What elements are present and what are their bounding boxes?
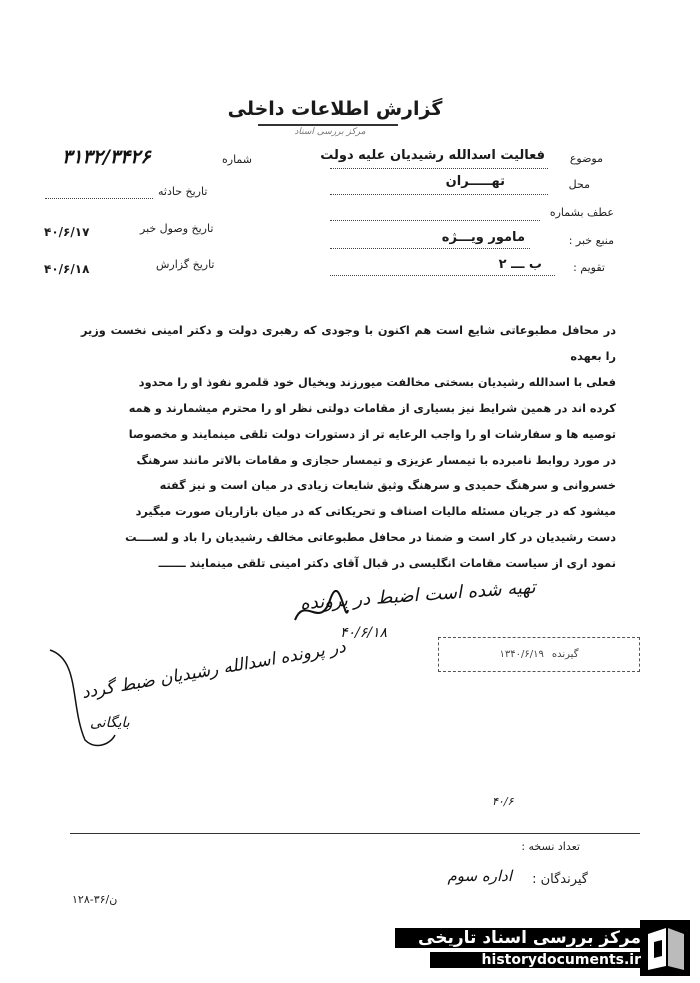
rating-dots bbox=[330, 275, 555, 276]
stamp-label: گیرنده bbox=[551, 649, 579, 660]
footer-divider bbox=[70, 833, 640, 834]
handwritten-bracket bbox=[40, 645, 120, 755]
handwritten-date: ۴۰/۶/۱۸ bbox=[340, 625, 388, 641]
body-line: فعلی با اسدالله رشیدیان بسختی مخالفت میورزند ویخیال خود قلمرو نفوذ او را محدود bbox=[138, 375, 616, 389]
copies-label: تعداد نسخه : bbox=[521, 840, 580, 853]
place-value: تهـــــران bbox=[445, 174, 505, 189]
small-mark: ۴۰/۶ bbox=[492, 795, 514, 808]
body-line: در محافل مطبوعاتی شایع است هم اکنون با وجودی که رهبری دولت و دکتر امینی نخست وزیر را بعهده bbox=[81, 324, 616, 363]
watermark-title: مرکز بررسی اسناد تاریخی bbox=[395, 928, 647, 948]
report-date-value: ۴۰/۶/۱۸ bbox=[44, 262, 90, 276]
source-value: مامور ویـــژه bbox=[441, 230, 525, 245]
form-code: ۱۲۸-۳۶/ن bbox=[72, 893, 118, 906]
receipt-date-label: تاریخ وصول خبر bbox=[140, 222, 214, 235]
recipients-label: گیرندگان : bbox=[532, 872, 588, 887]
subject-label: موضوع bbox=[569, 152, 603, 165]
subject-dots bbox=[330, 168, 548, 169]
archive-logo-icon bbox=[640, 920, 690, 976]
place-dots bbox=[330, 194, 548, 195]
report-body bbox=[81, 318, 616, 577]
ref-label: عطف بشماره bbox=[549, 206, 614, 219]
recipients-value: اداره سوم bbox=[447, 867, 512, 885]
receipt-stamp bbox=[438, 637, 640, 672]
subject-value: فعالیت اسدالله رشیدیان علیه دولت bbox=[320, 148, 545, 163]
body-line: توصیه ها و سفارشات او را واجب الرعایه تر از دستورات دولت تلقی مینمایند و مخصوصا bbox=[128, 427, 616, 441]
body-line: خسروانی و سرهنگ حمیدی و سرهنگ وثیق شایعات زیادی در میان است و نیز گفته bbox=[159, 479, 616, 493]
watermark-url: historydocuments.ir bbox=[430, 952, 647, 968]
handwritten-note: تهیه شده است اضبط در پرونده bbox=[299, 576, 537, 615]
stamp-value: ۱۳۴۰/۶/۱۹ bbox=[499, 649, 544, 660]
body-line: نمود اری از سیاست مقامات انگلیسی در قبال آقای دکتر امینی تلقی مینمایند ـــــــ bbox=[158, 557, 616, 571]
rating-value: ب ـــ ۲ bbox=[498, 257, 542, 272]
report-date-label: تاریخ گزارش bbox=[156, 258, 215, 271]
body-line: دست رشیدیان در کار است و ضمنا در محافل مطبوعاتی مخالف رشیدیان را باد و لســــت bbox=[125, 531, 616, 545]
number-value: ۳۱۳۲/۳۴۲۶ bbox=[62, 146, 151, 168]
handwritten-margin-note: در پرونده اسدالله رشیدیان ضبط گردد bbox=[80, 636, 348, 704]
event-date-label: تاریخ حادثه bbox=[158, 185, 208, 198]
ref-dots bbox=[330, 220, 540, 221]
place-label: محل bbox=[568, 178, 590, 191]
body-line: میشود که در جریان مسئله مالیات اصناف و تحریکاتی که در میان بازاریان صورت میگیرد bbox=[135, 505, 616, 519]
report-title: گزارش اطلاعات داخلی bbox=[227, 98, 443, 120]
source-label: منبع خبر : bbox=[568, 234, 614, 247]
title-underline bbox=[258, 124, 398, 126]
source-dots bbox=[330, 248, 530, 249]
handwritten-margin-archive: بایگانی bbox=[90, 715, 130, 731]
title-stamp: مرکز بررسی اسناد bbox=[294, 127, 366, 137]
event-date-dots bbox=[45, 198, 153, 199]
body-line: کرده اند در همین شرایط نیز بسیاری از مقامات دولتی نظر او را محترم میشمارند و همه bbox=[128, 401, 616, 415]
rating-label: تقویم : bbox=[573, 261, 605, 274]
number-label: شماره bbox=[222, 153, 253, 166]
body-line: در مورد روابط نامبرده با تیمسار عزیزی و تیمسار حجازی و مقامات بالاتر مانند سرهنگ bbox=[136, 453, 616, 467]
receipt-date-value: ۴۰/۶/۱۷ bbox=[44, 225, 90, 239]
